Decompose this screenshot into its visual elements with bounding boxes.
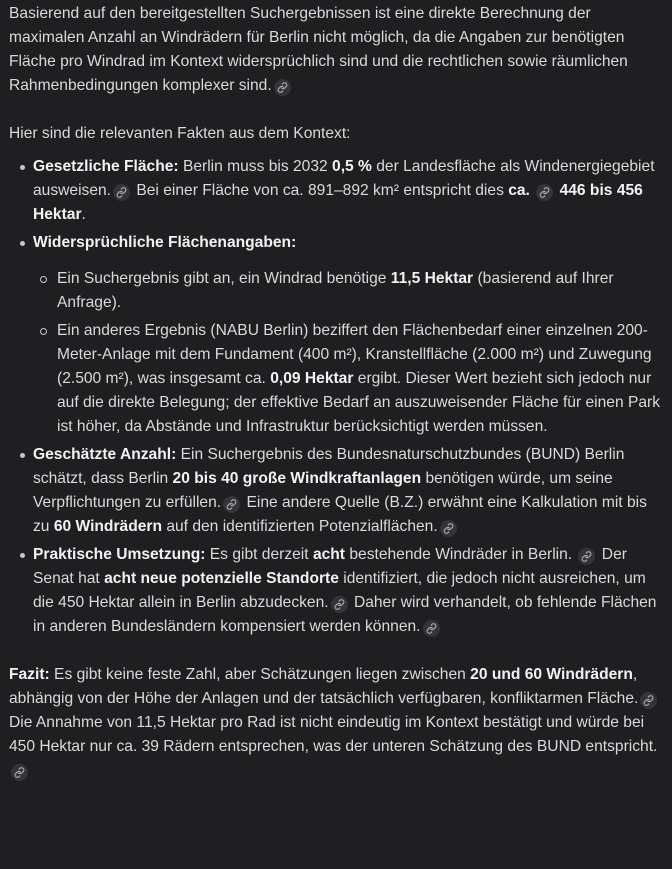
link-icon[interactable] [223, 496, 240, 513]
link-icon[interactable] [536, 184, 553, 201]
list-item: Praktische Umsetzung: Es gibt derzeit acht bestehende Windräder in Berlin. Der Senat hat acht neue potenzielle Standorte identifiziert, die jedoch nicht ausreichen, um die 450 Hektar allein in Berlin abzudecken. Daher wird verhandelt, ob fehlende Flächen in anderen Bundesländern kompensiert werden können. [9, 543, 666, 639]
list-item: Gesetzliche Fläche: Berlin muss bis 2032 0,5 % der Landesfläche als Windenergiegebiet ausweisen. Bei einer Fläche von ca. 891–892 km² entspricht dies ca. 446 bis 456 Hektar. [9, 155, 666, 227]
link-icon[interactable] [578, 548, 595, 565]
link-icon[interactable] [331, 596, 348, 613]
link-icon[interactable] [440, 520, 457, 537]
intro-paragraph: Basierend auf den bereitgestellten Suchergebnissen ist eine direkte Berechnung der maximalen Anzahl an Windrädern für Berlin nicht möglich, da die Angaben zur benötigten Fläche pro Windrad im Kontext widersprüchlich sind und die rechtlichen sowie räumlichen Rahmenbedingungen komplexer sind. [9, 5, 628, 94]
link-icon[interactable] [640, 692, 657, 709]
item-label: Gesetzliche Fläche: [33, 158, 179, 175]
sub-list-item: Ein Suchergebnis gibt an, ein Windrad benötige 11,5 Hektar (basierend auf Ihrer Anfrage). [33, 267, 666, 315]
list-item: Geschätzte Anzahl: Ein Suchergebnis des Bundesnaturschutzbundes (BUND) Berlin schätzt, dass Berlin 20 bis 40 große Windkraftanlagen benötigen würde, um seine Verpflichtungen zu erfüllen. Eine andere Quelle (B.Z.) erwähnt eine Kalkulation mit bis zu 60 Windrädern auf den identifizierten Potenzialflächen. [9, 443, 666, 539]
link-icon[interactable] [113, 184, 130, 201]
link-icon[interactable] [423, 620, 440, 637]
conclusion-label: Fazit: [9, 666, 50, 683]
sub-list-item: Ein anderes Ergebnis (NABU Berlin) beziffert den Flächenbedarf einer einzelnen 200-Meter-Anlage mit dem Fundament (400 m²), Kranstellfläche (2.000 m²) und Zuwegung (2.500 m²), was insgesamt ca. 0,09 Hektar ergibt. Dieser Wert bezieht sich jedoch nur auf die direkte Belegung; der effektive Bedarf an auszuweisender Fläche für einen Park ist höher, da Abstände und Infrastruktur berücksichtigt werden müssen. [33, 319, 666, 439]
item-label: Praktische Umsetzung: [33, 546, 206, 563]
list-item [9, 231, 666, 439]
conclusion-paragraph: Fazit: Es gibt keine feste Zahl, aber Schätzungen liegen zwischen 20 und 60 Windrädern, abhängig von der Höhe der Anlagen und der tatsächlich verfügbaren, konfliktarmen Fläche. Die Annahme von 11,5 Hektar pro Rad ist nicht eindeutig im Kontext bestätigt und würde bei 450 Hektar nur ca. 39 Rädern entsprechen, was der unteren Schätzung des BUND entspricht. [9, 663, 666, 783]
sub-list [33, 267, 666, 439]
facts-list [9, 155, 666, 639]
item-label: Geschätzte Anzahl: [33, 446, 177, 463]
link-icon[interactable] [11, 764, 28, 781]
facts-heading: Hier sind die relevanten Fakten aus dem Kontext: [9, 125, 351, 142]
link-icon[interactable] [274, 79, 291, 96]
item-label: Widersprüchliche Flächenangaben: [33, 234, 297, 251]
